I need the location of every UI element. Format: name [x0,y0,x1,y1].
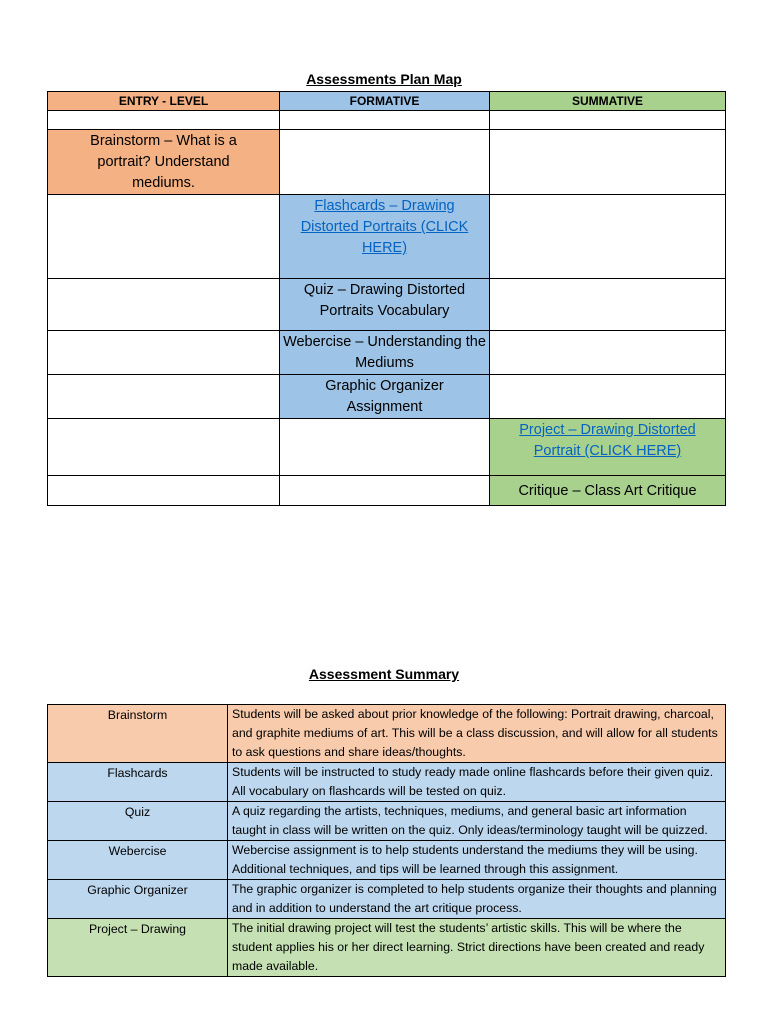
empty-cell [48,279,280,331]
project-link[interactable]: Project – Drawing Distorted Portrait (CLICK HERE) [519,422,696,459]
empty-cell [490,375,726,419]
webercise-text: Webercise – Understanding the Mediums [283,334,486,371]
header-formative: FORMATIVE [280,92,490,111]
empty-cell [280,130,490,195]
plan-row-brainstorm [48,130,726,195]
summary-name: Brainstorm [48,705,228,763]
empty-cell [490,279,726,331]
summary-description: The graphic organizer is completed to help students organize their thoughts and planning and in addition to understand the art critique process. [228,880,726,919]
brainstorm-cell [48,130,280,195]
graphic-organizer-cell [280,375,490,419]
project-cell [490,419,726,476]
empty-cell [280,111,490,130]
plan-row-critique [48,476,726,506]
summary-name: Webercise [48,841,228,880]
critique-cell [490,476,726,506]
empty-cell [48,419,280,476]
plan-row-webercise [48,331,726,375]
empty-cell [490,195,726,279]
quiz-text: Quiz – Drawing Distorted Portraits Vocabulary [303,282,466,319]
empty-cell [490,331,726,375]
assessment-summary-table [47,704,726,977]
summary-description: The initial drawing project will test the students’ artistic skills. This will be where the student applies his or her direct learning. Strict directions have been created and ready made available. [228,919,726,977]
plan-row-quiz [48,279,726,331]
summary-description: Students will be asked about prior knowledge of the following: Portrait drawing, charcoal, and graphite mediums of art. This will be a class discussion, and will allow for all students to ask questions and share ideas/thoughts. [228,705,726,763]
critique-text: Critique – Class Art Critique [518,482,697,499]
empty-cell [48,375,280,419]
header-entry-level: ENTRY - LEVEL [48,92,280,111]
summary-row-graphic-organizer [48,880,726,919]
summary-row-flashcards [48,763,726,802]
plan-map-title: Assessments Plan Map [306,71,462,87]
plan-header-row [48,92,726,111]
plan-row-flashcards [48,195,726,279]
empty-cell [280,476,490,506]
summary-row-quiz [48,802,726,841]
plan-row-empty [48,111,726,130]
summary-description: A quiz regarding the artists, techniques, mediums, and general basic art information taught in class will be written on the quiz. Only ideas/terminology taught will be quizzed. [228,802,726,841]
empty-cell [490,130,726,195]
flashcards-link[interactable]: Flashcards – Drawing Distorted Portraits (CLICK HERE) [300,198,469,256]
empty-cell [490,111,726,130]
summary-name: Flashcards [48,763,228,802]
webercise-cell [280,331,490,375]
brainstorm-text: Brainstorm – What is a portrait? Understand mediums. [90,133,237,191]
summary-row-project-drawing [48,919,726,977]
quiz-cell [280,279,490,331]
summary-description: Webercise assignment is to help students understand the mediums they will be using. Additional techniques, and tips will be learned through this assignment. [228,841,726,880]
empty-cell [48,111,280,130]
assessments-plan-map-table [47,91,726,506]
header-summative: SUMMATIVE [490,92,726,111]
plan-row-organizer [48,375,726,419]
summary-name: Quiz [48,802,228,841]
summary-row-webercise [48,841,726,880]
empty-cell [280,419,490,476]
summary-description: Students will be instructed to study ready made online flashcards before their given quiz. All vocabulary on flashcards will be tested on quiz. [228,763,726,802]
empty-cell [48,195,280,279]
empty-cell [48,476,280,506]
summary-row-brainstorm [48,705,726,763]
assessment-summary-title: Assessment Summary [308,666,460,682]
flashcards-cell [280,195,490,279]
summary-name: Graphic Organizer [48,880,228,919]
graphic-organizer-text: Graphic Organizer Assignment [325,378,444,415]
empty-cell [48,331,280,375]
plan-row-project [48,419,726,476]
summary-name: Project – Drawing [48,919,228,977]
